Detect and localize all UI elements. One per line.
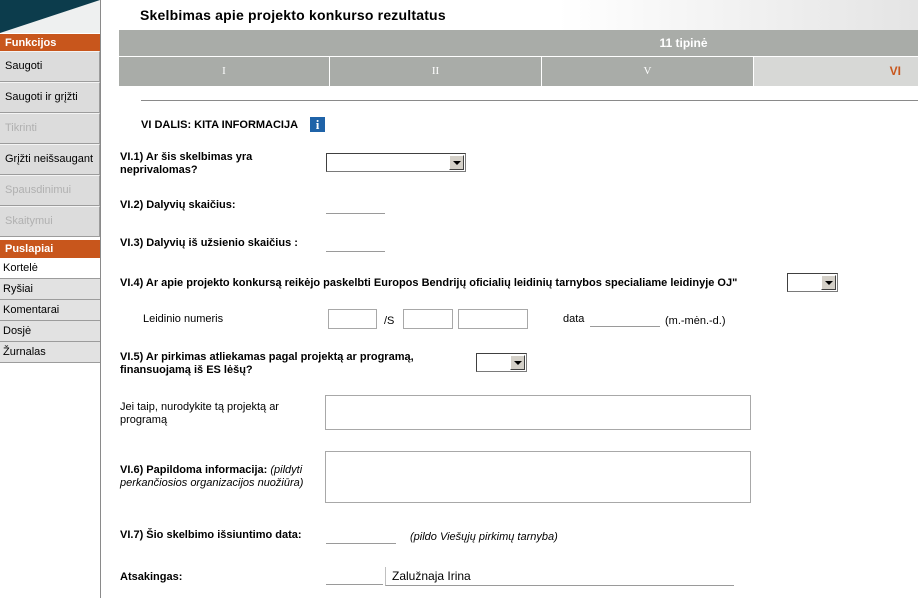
info-icon[interactable]: i bbox=[310, 117, 325, 132]
q4-publication-select[interactable] bbox=[787, 273, 838, 292]
tab-section-ii[interactable]: II bbox=[330, 57, 541, 86]
return-without-saving-button[interactable]: Grįžti neišsaugant bbox=[0, 144, 100, 175]
save-and-return-button[interactable]: Saugoti ir grįžti bbox=[0, 82, 100, 113]
tab-section-i[interactable]: I bbox=[119, 57, 329, 86]
publication-number-part1[interactable] bbox=[328, 309, 377, 329]
q5-label: VI.5) Ar pirkimas atliekamas pagal projektą ar programą, finansuojamą iš ES lėšų? bbox=[120, 351, 414, 376]
q3-label: VI.3) Dalyvių iš užsienio skaičius : bbox=[120, 237, 298, 249]
section-divider bbox=[141, 100, 918, 101]
section-title: VI DALIS: KITA INFORMACIJA bbox=[141, 119, 299, 131]
q5-eu-funds-select[interactable] bbox=[476, 353, 527, 372]
tab-section-v[interactable]: V bbox=[542, 57, 753, 86]
q7-hint: (pildo Viešųjų pirkimų tarnyba) bbox=[410, 531, 558, 543]
publication-number-part3[interactable] bbox=[458, 309, 528, 329]
read-only-button: Skaitymui bbox=[0, 206, 100, 237]
q7-label: VI.7) Šio skelbimo išsiuntimo data: bbox=[120, 529, 302, 541]
q1-optional-select[interactable] bbox=[326, 153, 466, 172]
publication-number-part2[interactable] bbox=[403, 309, 453, 329]
date-label: data bbox=[563, 313, 585, 325]
type-band bbox=[119, 30, 918, 56]
responsible-label: Atsakingas: bbox=[120, 571, 183, 583]
participants-count-input[interactable] bbox=[326, 198, 385, 214]
sidebar-page-card[interactable]: Kortelė bbox=[0, 258, 100, 279]
sidebar-page-relations[interactable]: Ryšiai bbox=[0, 279, 100, 300]
publication-separator: /S bbox=[384, 315, 395, 327]
sidebar-corner-shape bbox=[0, 0, 100, 33]
additional-info-textarea[interactable] bbox=[325, 451, 751, 503]
pages-header: Puslapiai bbox=[0, 240, 100, 258]
responsible-name-field bbox=[385, 567, 734, 586]
save-button[interactable]: Saugoti bbox=[0, 51, 100, 82]
date-format-hint: (m.-mėn.-d.) bbox=[665, 315, 726, 327]
q4-label: VI.4) Ar apie projekto konkursą reikėjo paskelbti Europos Bendrijų oficialių leidinių tarnybos specialiame leidinyje OJ" bbox=[120, 277, 738, 289]
sidebar-page-comments[interactable]: Komentarai bbox=[0, 300, 100, 321]
check-button: Tikrinti bbox=[0, 113, 100, 144]
functions-header: Funkcijos bbox=[0, 34, 100, 52]
publication-number-label: Leidinio numeris bbox=[143, 313, 224, 325]
section-tabs bbox=[119, 57, 918, 86]
type-label: 11 tipinė bbox=[659, 36, 708, 50]
sending-date-input[interactable] bbox=[326, 528, 396, 544]
q1-label: VI.1) Ar šis skelbimas yra neprivalomas? bbox=[120, 151, 253, 176]
sidebar-page-journal[interactable]: Žurnalas bbox=[0, 342, 100, 363]
q2-label: VI.2) Dalyvių skaičius: bbox=[120, 199, 236, 211]
sidebar-logo-area bbox=[0, 0, 100, 33]
publication-date-input[interactable] bbox=[590, 311, 660, 327]
chevron-down-icon[interactable] bbox=[510, 355, 525, 370]
q6-label: VI.6) Papildoma informacija: (pildyti perkančiosios organizacijos nuožiūra) bbox=[120, 464, 304, 489]
sidebar-page-dossier[interactable]: Dosjė bbox=[0, 321, 100, 342]
responsible-code-field bbox=[326, 569, 383, 585]
page-title: Skelbimas apie projekto konkurso rezultatus bbox=[140, 7, 446, 23]
project-label: Jei taip, nurodykite tą projektą ar programą bbox=[120, 401, 279, 426]
chevron-down-icon[interactable] bbox=[449, 155, 464, 170]
project-textarea[interactable] bbox=[325, 395, 751, 430]
responsible-name: Zalužnaja Irina bbox=[392, 569, 471, 583]
foreign-participants-count-input[interactable] bbox=[326, 236, 385, 252]
tab-section-vi[interactable]: VI bbox=[754, 57, 918, 86]
print-button: Spausdinimui bbox=[0, 175, 100, 206]
sidebar bbox=[0, 0, 101, 598]
chevron-down-icon[interactable] bbox=[821, 275, 836, 290]
